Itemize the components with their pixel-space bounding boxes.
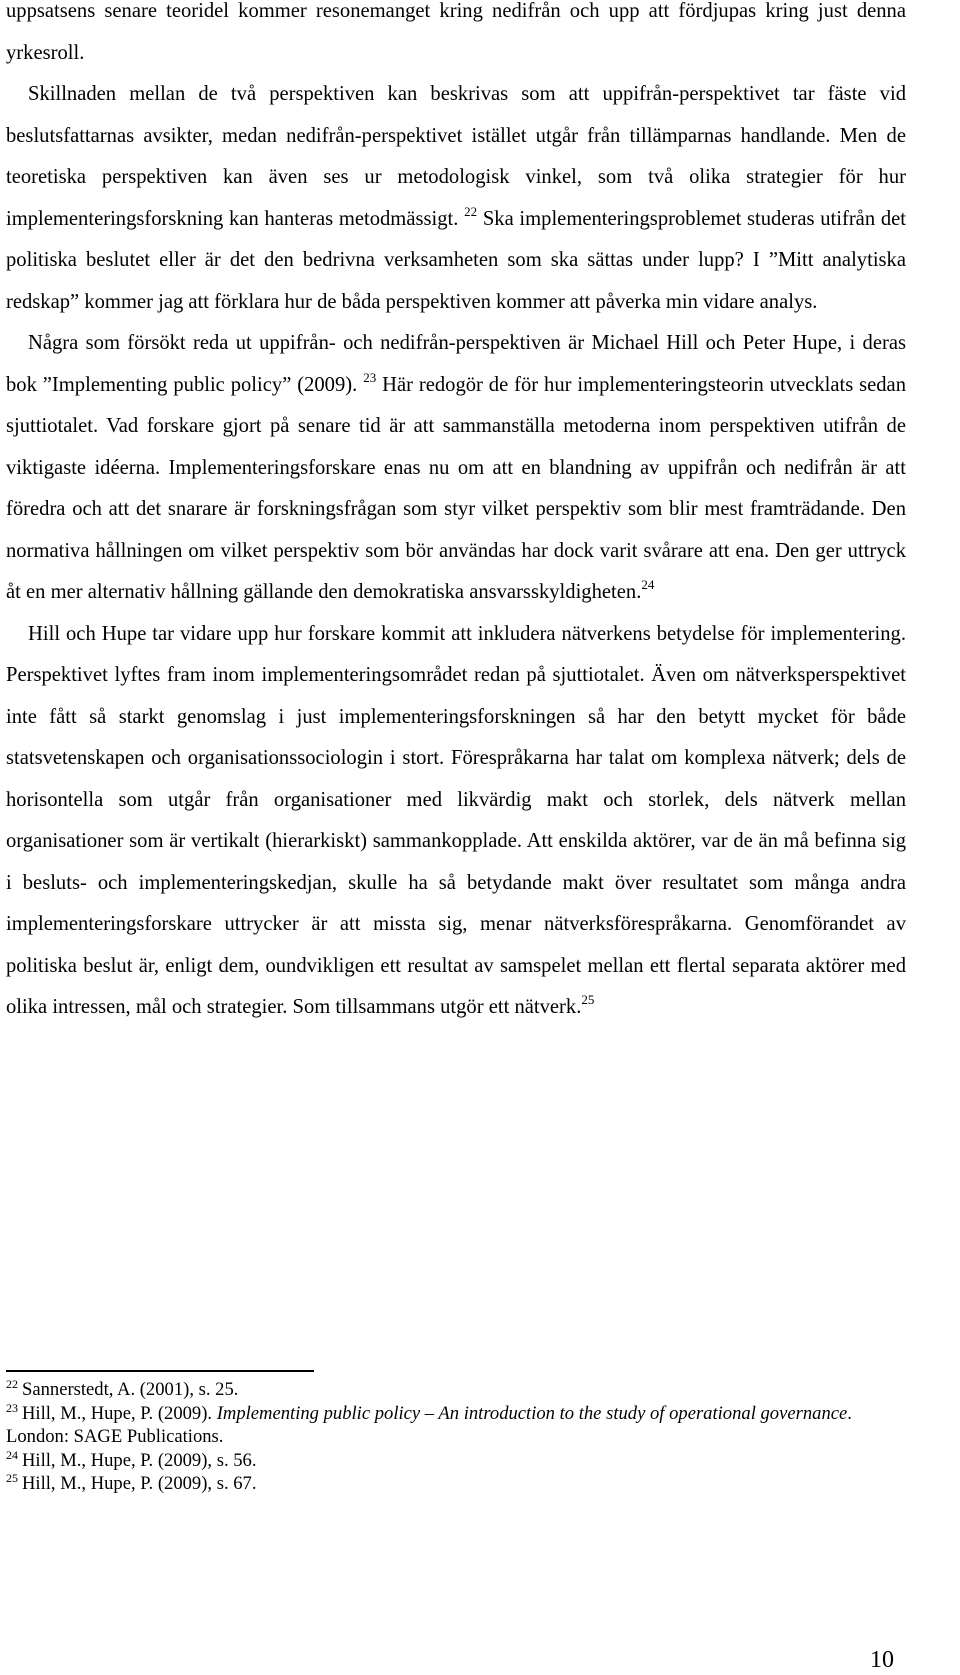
footnote-number: 25	[6, 1471, 18, 1486]
footnote-text: Sannerstedt, A. (2001), s. 25.	[22, 1379, 239, 1400]
paragraph-networks	[6, 614, 906, 1029]
paragraph-perspectives	[6, 74, 906, 323]
footnote-number: 24	[6, 1447, 18, 1462]
paragraph-text: Några som försökt reda ut uppifrån- och nedifrån-perspektiven är Michael Hill och Peter Hupe, i deras bok ”Implementing public policy” (2009).	[6, 332, 906, 396]
footnote-text: . London: SAGE Publications.	[6, 1402, 852, 1448]
footnote-number: 22	[6, 1377, 18, 1391]
paragraph-text: Hill och Hupe tar vidare upp hur forskare kommit att inkludera nätverkens betydelse för implementering. Perspektivet lyftes fram inom implementeringsområdet redan på sjuttiotalet. Även om nätverksperspektivet inte fått så starkt genomslag i just implementeringsforskningen så har den betytt mycket för både statsvetenskapen och organisationssociologin i stort. Förespråkarna har talat om komplexa nätverk; dels de horisontella som utgår från organisationer med likvärdig makt och storlek, dels nätverk mellan organisationer som är vertikalt (hierarkiskt) sammankopplade. Att enskilda aktörer, var de än må befinna sig i besluts- och implementeringskedjan, skulle ha så betydande makt över resultatet som många andra implementeringsforskare uttrycker är att missta sig, menar nätverksförespråkarna. Genomförandet av politiska beslut är, enligt dem, oundvikligen ett resultat av samspelet mellan ett flertal separata aktörer med olika intressen, mål och strategier. Som tillsammans utgör ett nätverk.	[6, 622, 906, 1018]
footnote-23	[6, 1402, 906, 1449]
paragraph-continuation	[6, 0, 906, 74]
footnote-text: Hill, M., Hupe, P. (2009), s. 67.	[22, 1473, 257, 1495]
body-text	[6, 0, 906, 1029]
paragraph-text: uppsatsens senare teoridel kommer resonemanget kring nedifrån och upp att fördjupas kring just denna yrkesroll.	[6, 0, 906, 64]
footnote-text: Hill, M., Hupe, P. (2009).	[22, 1402, 217, 1424]
paragraph-hill-hupe	[6, 323, 906, 614]
paragraph-text: Här redogör de för hur implementeringsteorin utvecklats sedan sjuttiotalet. Vad forskare gjort på senare tid är att sammanställa metoderna inom perspektiven utifrån de viktigaste idéerna. Implementeringsforskare enas nu om att en blandning av uppifrån och nedifrån är att föredra och att det snarare är forskningsfrågan som styr vilket perspektiv som blir mest framträdande. Den normativa hållningen om vilket perspektiv som bör användas har dock varit svårare att ena. Den ger uttryck åt en mer alternativ hållning gällande den demokratiska ansvarsskyldigheten.	[6, 373, 906, 603]
footnote-24	[6, 1449, 906, 1473]
paragraph-text: Ska implementeringsproblemet studeras utifrån det politiska beslutet eller är det den bedrivna verksamheten som ska sättas under lupp? I ”Mitt analytiska redskap” kommer jag att förklara hur de båda perspektiven kommer att påverka min vidare analys.	[6, 207, 906, 313]
footnote-reference-25[interactable]: 25	[581, 992, 595, 1007]
footnote-22	[6, 1378, 906, 1402]
footnote-number: 23	[6, 1400, 18, 1415]
footnote-reference-24[interactable]: 24	[641, 577, 655, 592]
footnote-separator	[6, 1370, 314, 1372]
paragraph-text: Skillnaden mellan de två perspektiven kan beskrivas som att uppifrån-perspektivet tar fäste vid beslutsfattarnas avsikter, medan nedifrån-perspektivet istället utgår från tillämparnas handlande. Men de teoretiska perspektiven kan även ses ur metodologisk vinkel, som två olika strategier för hur implementeringsforskning kan hanteras metodmässigt.	[6, 83, 906, 230]
footnotes	[6, 1378, 906, 1496]
footnote-text: Hill, M., Hupe, P. (2009), s. 56.	[22, 1449, 257, 1471]
page-number: 10	[870, 1647, 894, 1673]
footnote-reference-23[interactable]: 23	[363, 369, 377, 385]
footnote-25	[6, 1472, 906, 1496]
footnote-title-italic: Implementing public policy – An introduction to the study of operational governance	[216, 1402, 848, 1424]
footnote-reference-22[interactable]: 22	[464, 203, 478, 219]
